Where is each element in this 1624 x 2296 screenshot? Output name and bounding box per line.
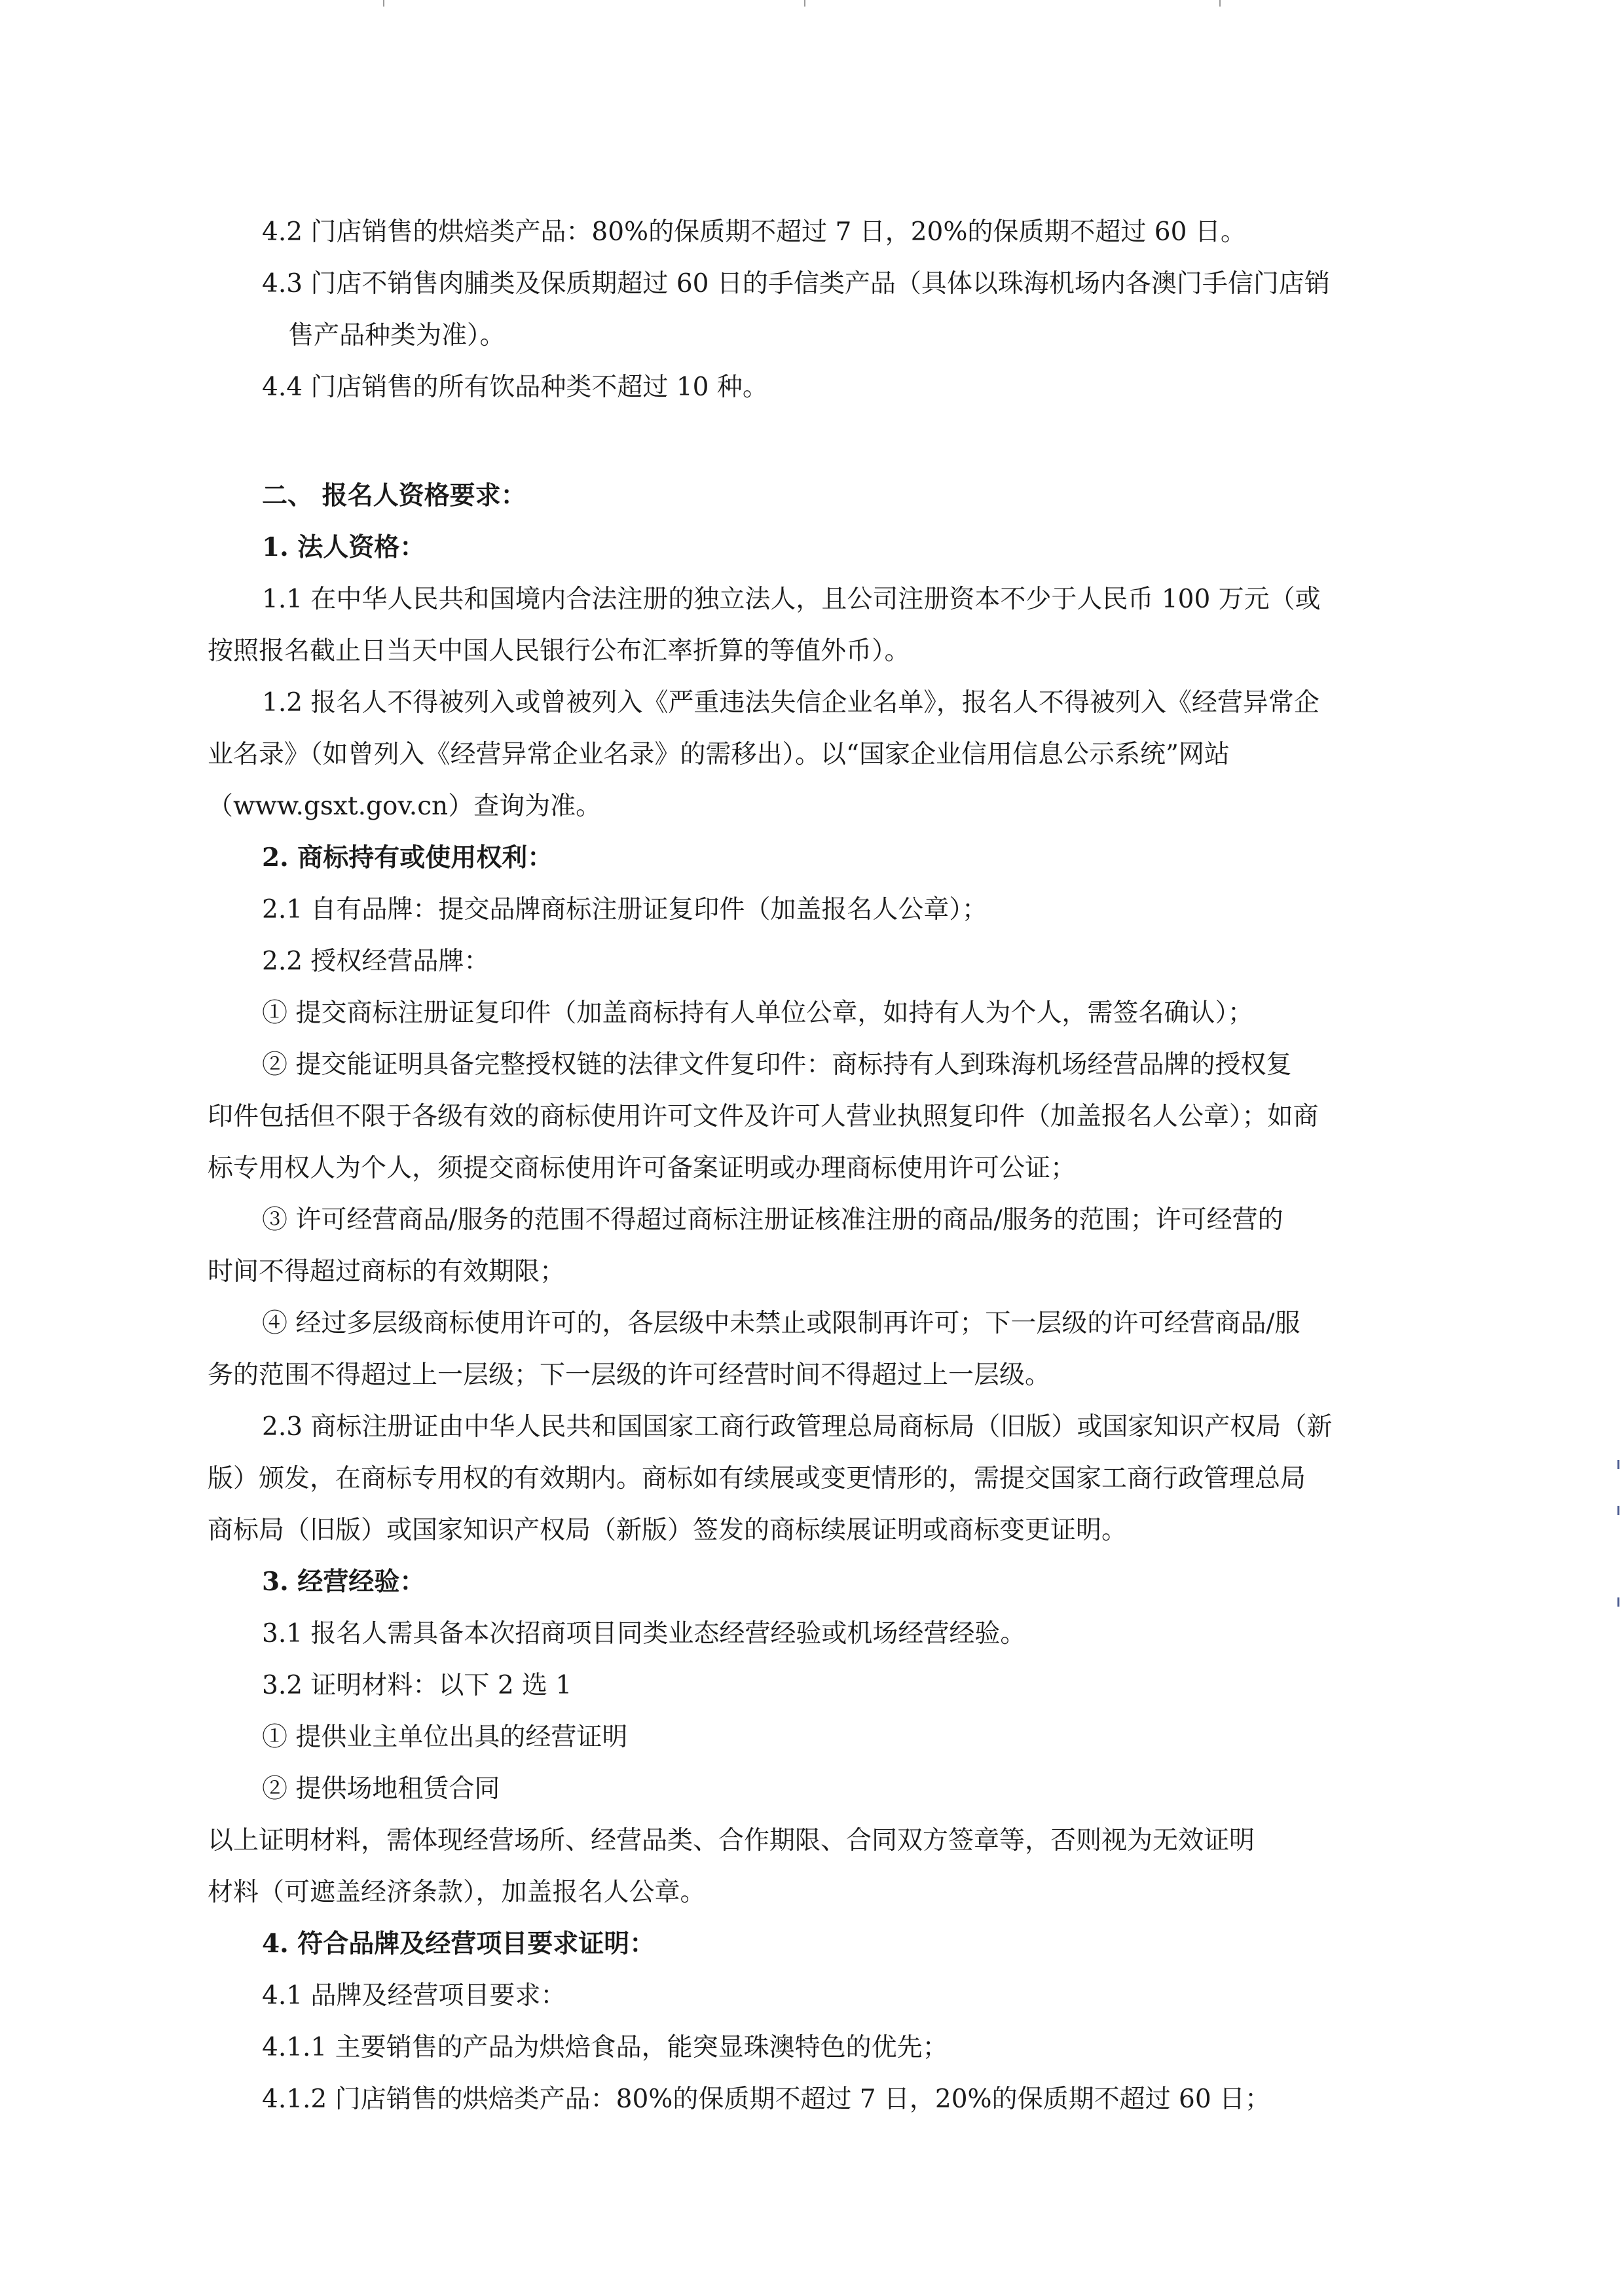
edge-mark [1617, 1597, 1619, 1607]
heading-operating-experience: 3. 经营经验： [262, 1567, 426, 1597]
clause-4-1: 4.1 品牌及经营项目要求： [262, 1981, 566, 2011]
clause-4-1-2: 4.1.2 门店销售的烘焙类产品：80%的保质期不超过 7 日，20%的保质期不超过 60 日； [262, 2085, 1271, 2114]
clause-3-note-cont: 材料（可遮盖经济条款），加盖报名人公章。 [208, 1878, 706, 1907]
item-3-2-1: ① 提供业主单位出具的经营证明 [262, 1722, 628, 1752]
clause-1-1: 1.1 在中华人民共和国境内合法注册的独立法人，且公司注册资本不少于人民币 100 万元（或 [262, 585, 1321, 614]
clause-1-1-cont: 按照报名截止日当天中国人民银行公布汇率折算的等值外币）。 [208, 636, 910, 666]
clause-1-2-cont: （www.gsxt.gov.cn）查询为准。 [208, 792, 602, 821]
heading-trademark-rights: 2. 商标持有或使用权利： [262, 843, 553, 873]
item-3-2-2: ② 提供场地租赁合同 [262, 1774, 500, 1804]
heading-legal-qualification: 1. 法人资格： [262, 532, 426, 562]
clause-4-3-cont: 售产品种类为准）。 [288, 321, 506, 350]
edge-mark [1617, 1460, 1619, 1469]
scan-mark [1219, 0, 1221, 7]
item-2-2-4: ④ 经过多层级商标使用许可的，各层级中未禁止或限制再许可；下一层级的许可经营商品/服 [262, 1309, 1301, 1338]
clause-1-2: 1.2 报名人不得被列入或曾被列入《严重违法失信企业名单》，报名人不得被列入《经营异常企 [262, 688, 1320, 718]
edge-mark [1617, 1506, 1619, 1515]
clause-3-note: 以上证明材料，需体现经营场所、经营品类、合作期限、合同双方签章等，否则视为无效证明 [208, 1826, 1255, 1855]
clause-2-1: 2.1 自有品牌：提交品牌商标注册证复印件（加盖报名人公章）； [262, 895, 987, 924]
item-2-2-1: ① 提交商标注册证复印件（加盖商标持有人单位公章，如持有人为个人，需签名确认）； [262, 998, 1253, 1028]
item-2-2-2-cont: 标专用权人为个人，须提交商标使用许可备案证明或办理商标使用许可公证； [208, 1154, 1077, 1183]
item-2-2-3-cont: 时间不得超过商标的有效期限； [208, 1257, 566, 1286]
clause-1-2-cont: 业名录》（如曾列入《经营异常企业名录》的需移出）。以“国家企业信用信息公示系统”网站 [208, 740, 1230, 769]
clause-2-3: 2.3 商标注册证由中华人民共和国国家工商行政管理总局商标局（旧版）或国家知识产权局（新 [262, 1412, 1333, 1442]
item-2-2-4-cont: 务的范围不得超过上一层级；下一层级的许可经营时间不得超过上一层级。 [208, 1360, 1051, 1390]
clause-3-2: 3.2 证明材料：以下 2 选 1 [262, 1671, 572, 1700]
scan-mark [383, 0, 384, 7]
clause-4-1-1: 4.1.1 主要销售的产品为烘焙食品，能突显珠澳特色的优先； [262, 2033, 948, 2062]
item-2-2-3: ③ 许可经营商品/服务的范围不得超过商标注册证核准注册的商品/服务的范围；许可经营的 [262, 1205, 1283, 1235]
clause-4-3: 4.3 门店不销售肉脯类及保质期超过 60 日的手信类产品（具体以珠海机场内各澳门手信门店销 [262, 269, 1330, 299]
item-2-2-2-cont: 印件包括但不限于各级有效的商标使用许可文件及许可人营业执照复印件（加盖报名人公章）；如商 [208, 1102, 1319, 1131]
clause-2-2: 2.2 授权经营品牌： [262, 947, 490, 976]
item-2-2-2: ② 提交能证明具备完整授权链的法律文件复印件：商标持有人到珠海机场经营品牌的授权复 [262, 1050, 1292, 1080]
clause-2-3-cont: 版）颁发，在商标专用权的有效期内。商标如有续展或变更情形的，需提交国家工商行政管理总局 [208, 1464, 1306, 1493]
section-heading-2: 二、 报名人资格要求： [262, 481, 526, 511]
clause-3-1: 3.1 报名人需具备本次招商项目同类业态经营经验或机场经营经验。 [262, 1619, 1026, 1649]
scan-mark [804, 0, 805, 7]
clause-2-3-cont: 商标局（旧版）或国家知识产权局（新版）签发的商标续展证明或商标变更证明。 [208, 1516, 1128, 1545]
clause-4-4: 4.4 门店销售的所有饮品种类不超过 10 种。 [262, 373, 768, 402]
clause-4-2: 4.2 门店销售的烘焙类产品：80%的保质期不超过 7 日，20%的保质期不超过 60 日。 [262, 217, 1246, 247]
heading-brand-requirements: 4. 符合品牌及经营项目要求证明： [262, 1929, 655, 1959]
